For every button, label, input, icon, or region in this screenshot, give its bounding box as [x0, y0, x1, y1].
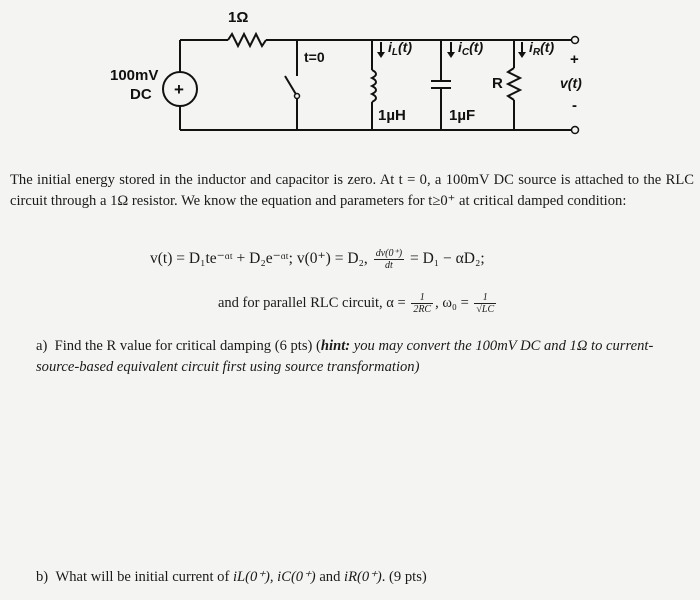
- series-resistor-label: 1Ω: [228, 9, 249, 26]
- arrow-iR-head: [518, 52, 526, 58]
- alpha-frac-den: 2RC: [413, 304, 432, 315]
- voltage-label: v(t): [560, 75, 582, 91]
- omega-frac-num: 1: [474, 292, 496, 304]
- question-a-hint-label: hint:: [320, 338, 351, 354]
- current-iL-label: $i_L(t)$: [388, 39, 412, 58]
- eq2-mid: , ω₀ =: [435, 294, 473, 311]
- question-b-text: What will be initial current of: [55, 569, 233, 585]
- question-b-iC: iC(0⁺): [277, 569, 316, 585]
- eq1-frac-den: dt: [384, 260, 393, 271]
- question-a-hint: you may convert the 100mV DC and 1Ω to current-source-based equivalent circuit first using source transformation): [36, 338, 654, 375]
- question-b-label: b): [36, 569, 49, 585]
- switch-label: t=0: [304, 49, 325, 65]
- equation-parameters: [218, 292, 498, 315]
- current-iR-label: $i_R(t)$: [529, 39, 555, 58]
- voltage-minus-label: -: [572, 97, 577, 114]
- capacitor-value-label: 1µF: [449, 107, 476, 124]
- eq1-left: v(t) = D₁te⁻ᵅᵗ + D₂e⁻ᵅᵗ; v(0⁺) = D₂,: [150, 250, 372, 268]
- resistor-r-label: R: [492, 75, 503, 92]
- question-b-iL: iL(0⁺),: [232, 569, 278, 585]
- inductor-coil: [372, 70, 376, 102]
- omega-frac-den: √LC: [476, 304, 495, 315]
- voltage-plus-label: +: [570, 51, 579, 68]
- alpha-frac-num: 1: [411, 292, 433, 304]
- inductor-value-label: 1µH: [378, 107, 406, 124]
- question-a-text: Find the R value for critical damping (6 pts) (: [54, 338, 321, 354]
- rlc-circuit-diagram: [0, 0, 700, 160]
- resistor-r: [508, 68, 520, 100]
- source-plus-sign: +: [174, 80, 184, 99]
- source-value-label: 100mV: [110, 67, 159, 84]
- terminal-bottom: [572, 127, 579, 134]
- terminal-top: [572, 37, 579, 44]
- question-b: [36, 568, 427, 586]
- question-a-label: a): [36, 338, 48, 354]
- current-iC-label: $i_C(t)$: [458, 39, 484, 58]
- switch-blade: [285, 76, 297, 96]
- alpha-fraction: [411, 292, 433, 315]
- eq1-right: = D₁ − αD₂;: [406, 250, 485, 268]
- question-b-iR: iR(0⁺): [344, 569, 382, 585]
- question-b-points: . (9 pts): [381, 569, 427, 585]
- equation-voltage-response: [150, 248, 485, 271]
- question-a: [36, 336, 686, 378]
- problem-statement: The initial energy stored in the inductor and capacitor is zero. At t = 0, a 100mV DC source is attached to the RLC circuit through a 1Ω resistor. We know the equation and parameters for t≥0⁺ at critical damped condition:: [10, 172, 694, 209]
- series-resistor-1ohm: [228, 34, 266, 46]
- arrow-iC-head: [447, 52, 455, 58]
- omega-fraction: [474, 292, 496, 315]
- eq2-prefix: and for parallel RLC circuit, α =: [218, 294, 410, 311]
- arrow-iL-head: [377, 52, 385, 58]
- eq1-derivative-fraction: [374, 248, 404, 271]
- switch-contact: [295, 94, 300, 99]
- question-b-and: and: [315, 569, 345, 585]
- source-type-label: DC: [130, 86, 152, 103]
- eq1-frac-num: dv(0⁺): [375, 248, 403, 259]
